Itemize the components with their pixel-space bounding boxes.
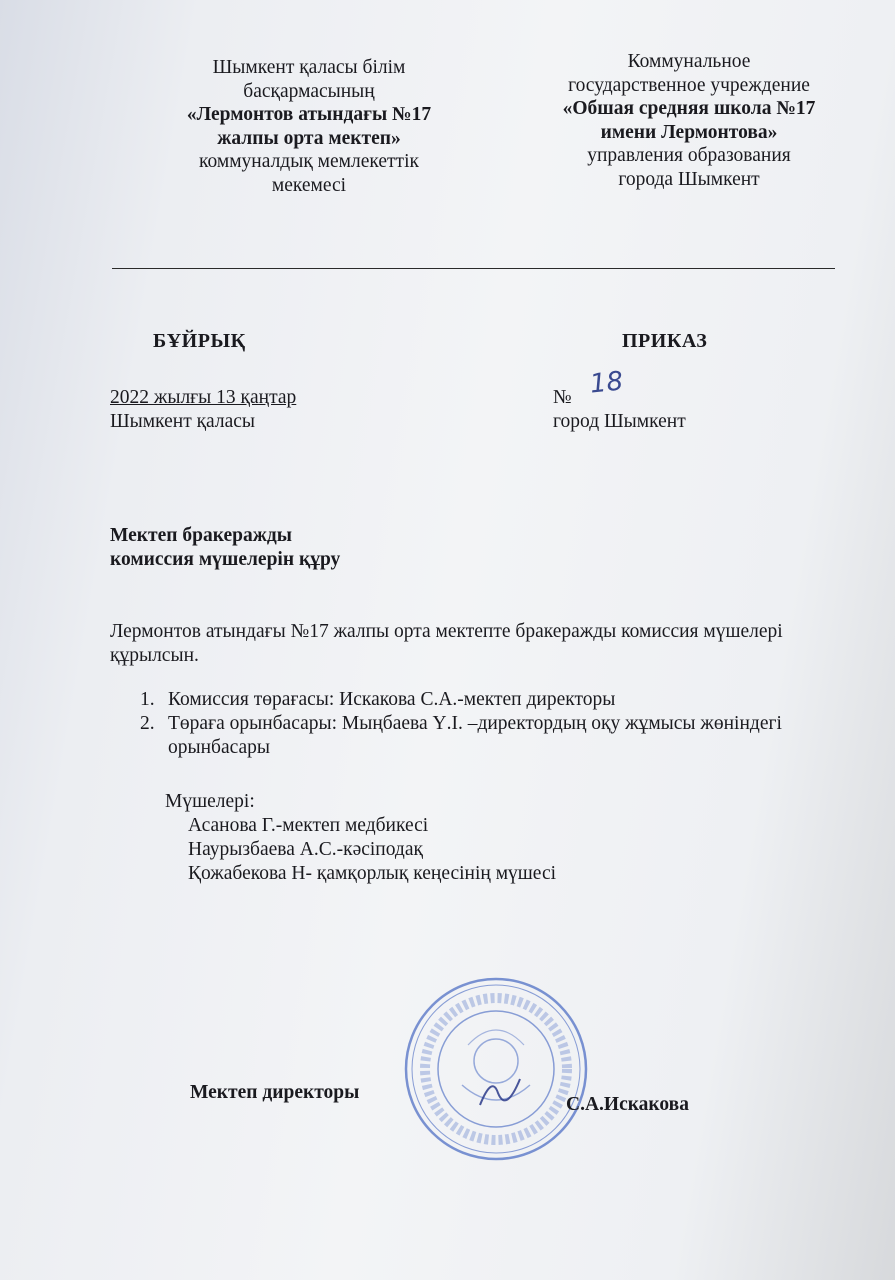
subject-line1: Мектеп бракеражды [110, 525, 292, 546]
list-item [140, 688, 800, 712]
list-item-text: Төраға орынбасары: Мыңбаева Ү.І. –директордың оқу жұмысы жөніндегі орынбасары [168, 713, 782, 758]
intro-paragraph: Лермонтов атындағы №17 жалпы орта мектепте бракеражды комиссия мүшелері құрылсын. [110, 621, 783, 666]
members-label: Мүшелері: [165, 791, 255, 812]
list-item [140, 712, 800, 760]
list-item-number: 2. [140, 713, 155, 734]
header-kz-line4: мекемесі [271, 174, 347, 196]
city-kz: Шымкент қаласы [110, 411, 256, 432]
list-item-text: Комиссия төрағасы: Искакова С.А.-мектеп директоры [168, 689, 616, 710]
official-stamp-icon [402, 975, 590, 1163]
order-number-handwritten: 18 [588, 366, 625, 400]
header-ru-line1: Коммунальное [627, 51, 751, 72]
title-kz: БҰЙРЫҚ [153, 330, 246, 352]
member-item: Қожабекова Н- қамқорлық кеңесінің мүшесі [188, 863, 557, 884]
city-ru: город Шымкент [553, 411, 686, 432]
header-kz-line2: басқармасының [243, 80, 375, 102]
header-divider [112, 268, 835, 269]
header-kz-bold1: «Лермонтов атындағы №17 [186, 104, 432, 125]
header-kz [150, 56, 468, 197]
order-subject [110, 524, 510, 572]
member-item: Наурызбаева А.С.-кәсіподақ [188, 839, 423, 860]
subject-line2: комиссия мүшелерін құру [110, 549, 341, 570]
header-kz-line3: коммуналдық мемлекеттік [199, 151, 419, 172]
title-ru: ПРИКАЗ [622, 330, 708, 352]
header-ru-line2: государственное учреждение [568, 74, 810, 96]
header-kz-line1: Шымкент қаласы білім [212, 57, 406, 78]
appointments-list [140, 688, 800, 760]
header-ru-line3: управления образования [587, 145, 791, 166]
members-list [188, 814, 556, 886]
order-number-label: № [553, 387, 572, 408]
header-ru-bold1: «Обшая средняя школа №17 [562, 98, 816, 119]
list-item-number: 1. [140, 689, 155, 710]
header-ru-bold2: имени Лермонтова» [600, 121, 778, 143]
order-date: 2022 жылғы 13 қаңтар [110, 387, 297, 408]
member-item: Асанова Г.-мектеп медбикесі [188, 815, 429, 836]
signature-role: Мектеп директоры [190, 1082, 360, 1103]
header-ru-line4: города Шымкент [618, 168, 760, 190]
header-ru [530, 50, 848, 191]
header-kz-bold2: жалпы орта мектеп» [217, 127, 401, 149]
signature-name: С.А.Искакова [566, 1094, 689, 1115]
